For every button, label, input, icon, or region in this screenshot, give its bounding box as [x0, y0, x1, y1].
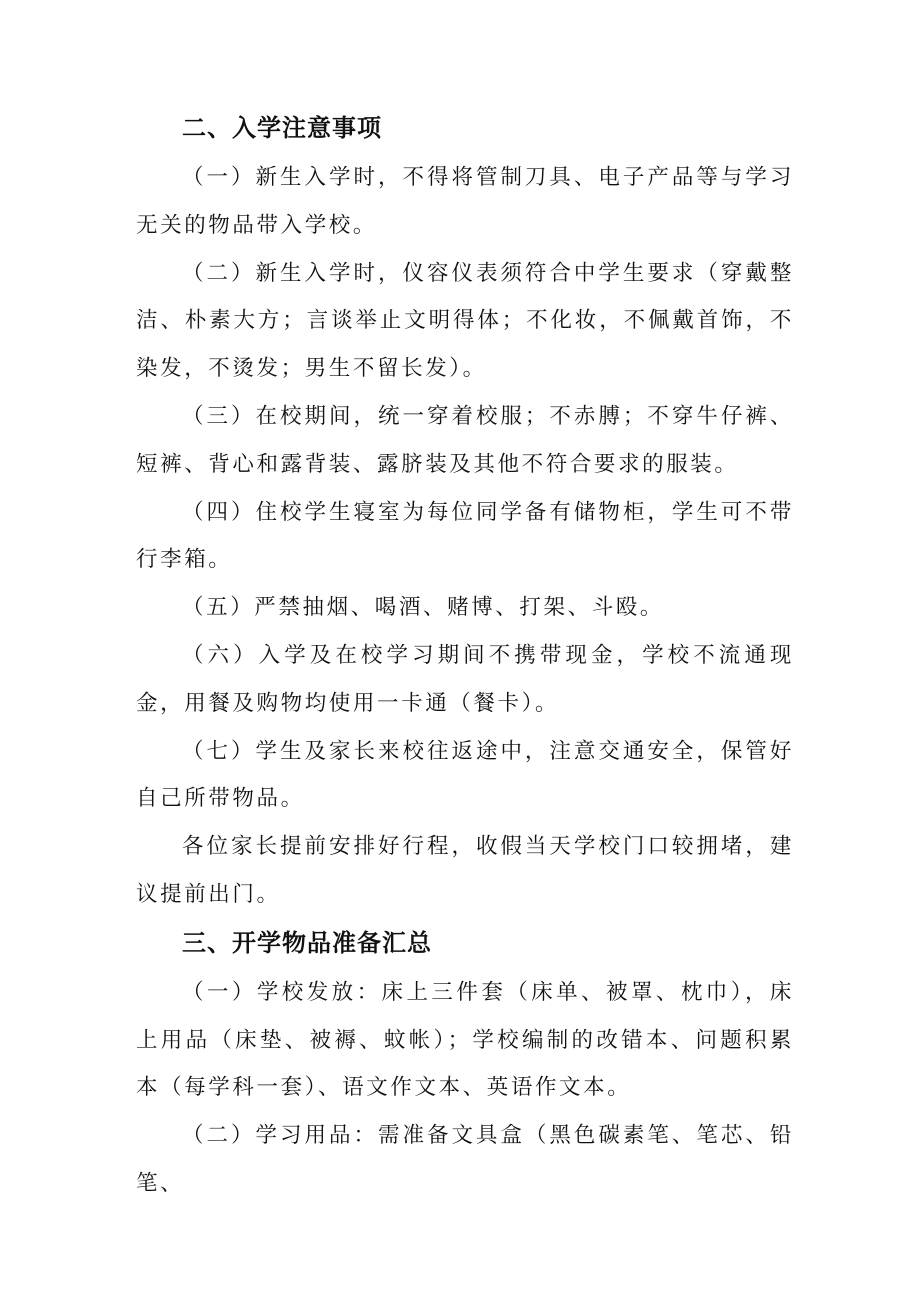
document-page: [136, 104, 794, 1208]
section-heading: 三、开学物品准备汇总: [182, 928, 432, 957]
section-supplies-summary: [136, 919, 794, 1208]
paragraph: （一）学校发放：床上三件套（床单、被罩、枕巾），床上用品（床垫、被褥、蚊帐）；学校编制的改错本、问题积累本（每学科一套）、语文作文本、英语作文本。: [136, 979, 794, 1101]
paragraph: （四）住校学生寝室为每位同学备有储物柜，学生可不带行李箱。: [136, 499, 794, 573]
section-heading: 二、入学注意事项: [182, 114, 382, 142]
paragraph: 各位家长提前安排好行程，收假当天学校门口较拥堵，建议提前出门。: [136, 834, 794, 907]
paragraph: （二）学习用品：需准备文具盒（黑色碳素笔、笔芯、铅笔、: [136, 1123, 794, 1196]
paragraph: （三）在校期间，统一穿着校服；不赤膊；不穿牛仔裤、短裤、背心和露背装、露脐装及其他不符合要求的服装。: [136, 403, 794, 477]
section-entrance-notices: [136, 104, 794, 919]
paragraph: （二）新生入学时，仪容仪表须符合中学生要求（穿戴整洁、朴素大方；言谈举止文明得体；不化妆，不佩戴首饰，不染发，不烫发；男生不留长发）。: [136, 260, 794, 382]
paragraph: （五）严禁抽烟、喝酒、赌博、打架、斗殴。: [182, 595, 665, 621]
paragraph: （七）学生及家长来校往返途中，注意交通安全，保管好自己所带物品。: [136, 738, 794, 812]
paragraph: （六）入学及在校学习期间不携带现金，学校不流通现金，用餐及购物均使用一卡通（餐卡）。: [136, 642, 794, 716]
paragraph: （一）新生入学时，不得将管制刀具、电子产品等与学习无关的物品带入学校。: [136, 165, 794, 238]
